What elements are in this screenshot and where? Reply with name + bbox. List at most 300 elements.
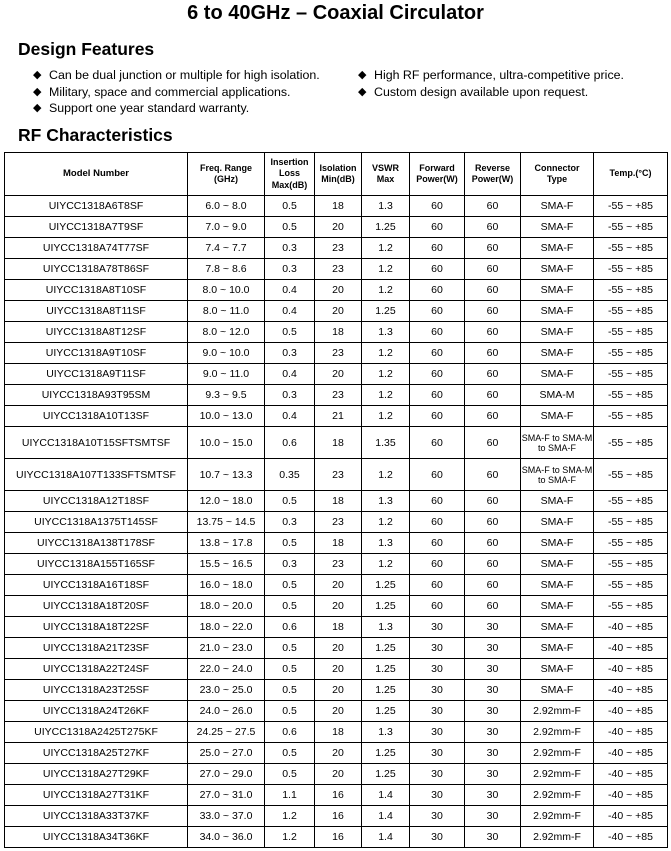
cell-model-number: UIYCC1318A33T37KF bbox=[5, 806, 188, 827]
cell-insertion-loss: 0.5 bbox=[265, 596, 315, 617]
cell-reverse-power: 60 bbox=[465, 259, 521, 280]
cell-vswr: 1.25 bbox=[362, 596, 410, 617]
cell-freq-range: 24.0 ~ 26.0 bbox=[188, 701, 265, 722]
cell-insertion-loss: 0.5 bbox=[265, 743, 315, 764]
cell-temperature: -55 ~ +85 bbox=[594, 491, 668, 512]
cell-reverse-power: 60 bbox=[465, 301, 521, 322]
cell-model-number: UIYCC1318A78T86SF bbox=[5, 259, 188, 280]
cell-connector-type: SMA-F to SMA-M to SMA-F bbox=[521, 459, 594, 491]
cell-isolation: 20 bbox=[315, 701, 362, 722]
cell-freq-range: 27.0 ~ 31.0 bbox=[188, 785, 265, 806]
cell-isolation: 18 bbox=[315, 533, 362, 554]
cell-insertion-loss: 0.4 bbox=[265, 280, 315, 301]
cell-isolation: 23 bbox=[315, 343, 362, 364]
column-header-line: (GHz) bbox=[214, 174, 238, 184]
cell-reverse-power: 30 bbox=[465, 659, 521, 680]
cell-forward-power: 30 bbox=[410, 680, 465, 701]
cell-model-number: UIYCC1318A10T13SF bbox=[5, 406, 188, 427]
cell-temperature: -55 ~ +85 bbox=[594, 575, 668, 596]
cell-connector-type: SMA-F bbox=[521, 322, 594, 343]
cell-vswr: 1.3 bbox=[362, 617, 410, 638]
cell-freq-range: 8.0 ~ 10.0 bbox=[188, 280, 265, 301]
table-row bbox=[5, 764, 668, 785]
cell-freq-range: 10.7 ~ 13.3 bbox=[188, 459, 265, 491]
cell-forward-power: 60 bbox=[410, 512, 465, 533]
table-row bbox=[5, 491, 668, 512]
cell-reverse-power: 30 bbox=[465, 785, 521, 806]
cell-vswr: 1.4 bbox=[362, 827, 410, 848]
cell-connector-type: 2.92mm-F bbox=[521, 827, 594, 848]
cell-isolation: 20 bbox=[315, 217, 362, 238]
column-header-line: Reverse bbox=[474, 162, 511, 173]
cell-vswr: 1.25 bbox=[362, 764, 410, 785]
cell-reverse-power: 60 bbox=[465, 406, 521, 427]
column-header-isolation bbox=[315, 153, 362, 196]
cell-model-number: UIYCC1318A9T11SF bbox=[5, 364, 188, 385]
cell-connector-type: SMA-F bbox=[521, 638, 594, 659]
cell-connector-type: SMA-F bbox=[521, 659, 594, 680]
cell-insertion-loss: 0.4 bbox=[265, 406, 315, 427]
feature-text: Support one year standard warranty. bbox=[49, 101, 250, 115]
cell-model-number: UIYCC1318A8T10SF bbox=[5, 280, 188, 301]
cell-model-number: UIYCC1318A21T23SF bbox=[5, 638, 188, 659]
table-row bbox=[5, 427, 668, 459]
cell-model-number: UIYCC1318A6T8SF bbox=[5, 196, 188, 217]
feature-text: High RF performance, ultra-competitive price. bbox=[374, 68, 624, 82]
cell-freq-range: 10.0 ~ 15.0 bbox=[188, 427, 265, 459]
cell-isolation: 23 bbox=[315, 385, 362, 406]
column-header-line: VSWR bbox=[372, 162, 399, 173]
cell-freq-range: 22.0 ~ 24.0 bbox=[188, 659, 265, 680]
cell-reverse-power: 60 bbox=[465, 575, 521, 596]
features-list-left bbox=[33, 67, 320, 117]
cell-forward-power: 30 bbox=[410, 785, 465, 806]
cell-insertion-loss: 1.2 bbox=[265, 827, 315, 848]
cell-isolation: 18 bbox=[315, 322, 362, 343]
cell-temperature: -55 ~ +85 bbox=[594, 459, 668, 491]
cell-reverse-power: 60 bbox=[465, 512, 521, 533]
cell-connector-type: SMA-F bbox=[521, 280, 594, 301]
cell-forward-power: 60 bbox=[410, 364, 465, 385]
cell-freq-range: 9.3 ~ 9.5 bbox=[188, 385, 265, 406]
cell-model-number: UIYCC1318A2425T275KF bbox=[5, 722, 188, 743]
column-header-line: Power(W) bbox=[471, 174, 514, 184]
table-row bbox=[5, 301, 668, 322]
table-row bbox=[5, 343, 668, 364]
cell-insertion-loss: 0.6 bbox=[265, 617, 315, 638]
cell-forward-power: 30 bbox=[410, 722, 465, 743]
cell-insertion-loss: 0.3 bbox=[265, 554, 315, 575]
table-row bbox=[5, 827, 668, 848]
cell-temperature: -55 ~ +85 bbox=[594, 217, 668, 238]
cell-forward-power: 60 bbox=[410, 575, 465, 596]
feature-text: Military, space and commercial applications. bbox=[49, 84, 291, 99]
feature-item bbox=[33, 67, 320, 84]
cell-connector-type: 2.92mm-F bbox=[521, 764, 594, 785]
cell-vswr: 1.2 bbox=[362, 459, 410, 491]
diamond-bullet-icon: ◆ bbox=[33, 69, 42, 81]
cell-forward-power: 60 bbox=[410, 533, 465, 554]
cell-insertion-loss: 0.6 bbox=[265, 427, 315, 459]
cell-reverse-power: 30 bbox=[465, 722, 521, 743]
cell-reverse-power: 30 bbox=[465, 617, 521, 638]
cell-temperature: -55 ~ +85 bbox=[594, 427, 668, 459]
cell-temperature: -40 ~ +85 bbox=[594, 680, 668, 701]
cell-model-number: UIYCC1318A16T18SF bbox=[5, 575, 188, 596]
cell-isolation: 23 bbox=[315, 512, 362, 533]
column-header-reverse-power bbox=[465, 153, 521, 196]
cell-reverse-power: 60 bbox=[465, 238, 521, 259]
feature-item bbox=[358, 84, 624, 101]
cell-model-number: UIYCC1318A25T27KF bbox=[5, 743, 188, 764]
cell-reverse-power: 60 bbox=[465, 364, 521, 385]
cell-model-number: UIYCC1318A10T15SFTSMTSF bbox=[5, 427, 188, 459]
cell-isolation: 16 bbox=[315, 806, 362, 827]
cell-temperature: -55 ~ +85 bbox=[594, 280, 668, 301]
cell-insertion-loss: 0.6 bbox=[265, 722, 315, 743]
cell-reverse-power: 60 bbox=[465, 385, 521, 406]
cell-connector-type: 2.92mm-F bbox=[521, 785, 594, 806]
column-header-line: Connector bbox=[534, 162, 580, 173]
column-header-line: Freq. Range bbox=[199, 162, 252, 173]
cell-isolation: 18 bbox=[315, 722, 362, 743]
cell-forward-power: 30 bbox=[410, 827, 465, 848]
column-header-model-number bbox=[5, 153, 188, 196]
cell-reverse-power: 30 bbox=[465, 680, 521, 701]
cell-isolation: 18 bbox=[315, 427, 362, 459]
table-row bbox=[5, 659, 668, 680]
rf-characteristics-table bbox=[4, 152, 668, 848]
cell-reverse-power: 30 bbox=[465, 764, 521, 785]
cell-forward-power: 60 bbox=[410, 459, 465, 491]
table-row bbox=[5, 701, 668, 722]
cell-temperature: -55 ~ +85 bbox=[594, 385, 668, 406]
cell-temperature: -40 ~ +85 bbox=[594, 659, 668, 680]
cell-temperature: -55 ~ +85 bbox=[594, 364, 668, 385]
cell-forward-power: 30 bbox=[410, 743, 465, 764]
table-row bbox=[5, 217, 668, 238]
cell-freq-range: 9.0 ~ 11.0 bbox=[188, 364, 265, 385]
cell-isolation: 23 bbox=[315, 238, 362, 259]
cell-vswr: 1.3 bbox=[362, 491, 410, 512]
cell-forward-power: 30 bbox=[410, 617, 465, 638]
cell-forward-power: 60 bbox=[410, 301, 465, 322]
cell-model-number: UIYCC1318A18T22SF bbox=[5, 617, 188, 638]
cell-model-number: UIYCC1318A24T26KF bbox=[5, 701, 188, 722]
cell-forward-power: 30 bbox=[410, 638, 465, 659]
cell-reverse-power: 60 bbox=[465, 596, 521, 617]
cell-insertion-loss: 0.5 bbox=[265, 575, 315, 596]
cell-reverse-power: 30 bbox=[465, 638, 521, 659]
cell-isolation: 18 bbox=[315, 491, 362, 512]
cell-temperature: -40 ~ +85 bbox=[594, 701, 668, 722]
cell-insertion-loss: 0.4 bbox=[265, 301, 315, 322]
cell-vswr: 1.2 bbox=[362, 364, 410, 385]
cell-model-number: UIYCC1318A22T24SF bbox=[5, 659, 188, 680]
cell-connector-type: SMA-F bbox=[521, 617, 594, 638]
cell-vswr: 1.2 bbox=[362, 280, 410, 301]
cell-temperature: -55 ~ +85 bbox=[594, 259, 668, 280]
table-header-row bbox=[5, 153, 668, 196]
table-row bbox=[5, 322, 668, 343]
cell-temperature: -40 ~ +85 bbox=[594, 638, 668, 659]
cell-forward-power: 60 bbox=[410, 280, 465, 301]
cell-insertion-loss: 0.5 bbox=[265, 196, 315, 217]
cell-vswr: 1.25 bbox=[362, 575, 410, 596]
cell-reverse-power: 30 bbox=[465, 827, 521, 848]
cell-vswr: 1.25 bbox=[362, 743, 410, 764]
cell-insertion-loss: 0.5 bbox=[265, 701, 315, 722]
cell-connector-type: 2.92mm-F bbox=[521, 743, 594, 764]
table-row bbox=[5, 385, 668, 406]
cell-model-number: UIYCC1318A7T9SF bbox=[5, 217, 188, 238]
cell-reverse-power: 30 bbox=[465, 743, 521, 764]
cell-forward-power: 30 bbox=[410, 701, 465, 722]
cell-isolation: 20 bbox=[315, 280, 362, 301]
cell-insertion-loss: 0.5 bbox=[265, 217, 315, 238]
table-row bbox=[5, 554, 668, 575]
table-row bbox=[5, 259, 668, 280]
cell-freq-range: 7.0 ~ 9.0 bbox=[188, 217, 265, 238]
cell-vswr: 1.35 bbox=[362, 427, 410, 459]
cell-model-number: UIYCC1318A27T29KF bbox=[5, 764, 188, 785]
cell-vswr: 1.4 bbox=[362, 806, 410, 827]
cell-freq-range: 9.0 ~ 10.0 bbox=[188, 343, 265, 364]
cell-insertion-loss: 0.5 bbox=[265, 638, 315, 659]
cell-connector-type: SMA-F bbox=[521, 343, 594, 364]
cell-vswr: 1.25 bbox=[362, 638, 410, 659]
cell-forward-power: 30 bbox=[410, 764, 465, 785]
column-header-line: Isolation bbox=[319, 162, 357, 173]
cell-vswr: 1.4 bbox=[362, 785, 410, 806]
cell-freq-range: 13.75 ~ 14.5 bbox=[188, 512, 265, 533]
cell-freq-range: 24.25 ~ 27.5 bbox=[188, 722, 265, 743]
cell-insertion-loss: 0.5 bbox=[265, 322, 315, 343]
cell-temperature: -55 ~ +85 bbox=[594, 406, 668, 427]
cell-freq-range: 15.5 ~ 16.5 bbox=[188, 554, 265, 575]
cell-vswr: 1.25 bbox=[362, 680, 410, 701]
cell-forward-power: 60 bbox=[410, 406, 465, 427]
cell-temperature: -55 ~ +85 bbox=[594, 322, 668, 343]
cell-temperature: -40 ~ +85 bbox=[594, 617, 668, 638]
cell-connector-type: SMA-F bbox=[521, 238, 594, 259]
cell-forward-power: 60 bbox=[410, 259, 465, 280]
cell-temperature: -55 ~ +85 bbox=[594, 196, 668, 217]
cell-temperature: -40 ~ +85 bbox=[594, 785, 668, 806]
cell-temperature: -55 ~ +85 bbox=[594, 238, 668, 259]
cell-isolation: 16 bbox=[315, 785, 362, 806]
cell-insertion-loss: 0.35 bbox=[265, 459, 315, 491]
cell-reverse-power: 60 bbox=[465, 343, 521, 364]
cell-forward-power: 60 bbox=[410, 491, 465, 512]
design-features-heading: Design Features bbox=[18, 39, 155, 59]
cell-reverse-power: 60 bbox=[465, 533, 521, 554]
cell-freq-range: 21.0 ~ 23.0 bbox=[188, 638, 265, 659]
cell-isolation: 23 bbox=[315, 554, 362, 575]
cell-connector-type: SMA-F bbox=[521, 491, 594, 512]
cell-connector-type: SMA-F bbox=[521, 364, 594, 385]
rf-characteristics-heading: RF Characteristics bbox=[18, 125, 173, 145]
cell-isolation: 23 bbox=[315, 459, 362, 491]
cell-insertion-loss: 0.5 bbox=[265, 764, 315, 785]
cell-connector-type: SMA-F to SMA-M to SMA-F bbox=[521, 427, 594, 459]
cell-reverse-power: 60 bbox=[465, 459, 521, 491]
cell-isolation: 18 bbox=[315, 617, 362, 638]
cell-freq-range: 23.0 ~ 25.0 bbox=[188, 680, 265, 701]
feature-item bbox=[33, 84, 320, 101]
cell-connector-type: 2.92mm-F bbox=[521, 701, 594, 722]
column-header-freq-range bbox=[188, 153, 265, 196]
table-row bbox=[5, 680, 668, 701]
table-row bbox=[5, 459, 668, 491]
cell-isolation: 16 bbox=[315, 827, 362, 848]
column-header-line: Insertion bbox=[270, 156, 309, 167]
cell-model-number: UIYCC1318A107T133SFTSMTSF bbox=[5, 459, 188, 491]
cell-connector-type: 2.92mm-F bbox=[521, 722, 594, 743]
column-header-connector-type bbox=[521, 153, 594, 196]
cell-isolation: 20 bbox=[315, 638, 362, 659]
cell-insertion-loss: 0.5 bbox=[265, 659, 315, 680]
cell-freq-range: 8.0 ~ 12.0 bbox=[188, 322, 265, 343]
cell-vswr: 1.2 bbox=[362, 259, 410, 280]
cell-insertion-loss: 0.3 bbox=[265, 385, 315, 406]
cell-reverse-power: 60 bbox=[465, 280, 521, 301]
cell-vswr: 1.2 bbox=[362, 385, 410, 406]
cell-isolation: 20 bbox=[315, 364, 362, 385]
table-row bbox=[5, 575, 668, 596]
column-header-line: Power(W) bbox=[416, 174, 458, 184]
cell-temperature: -40 ~ +85 bbox=[594, 764, 668, 785]
cell-vswr: 1.2 bbox=[362, 343, 410, 364]
cell-insertion-loss: 1.1 bbox=[265, 785, 315, 806]
cell-vswr: 1.2 bbox=[362, 238, 410, 259]
cell-connector-type: SMA-F bbox=[521, 533, 594, 554]
table-row bbox=[5, 280, 668, 301]
cell-freq-range: 7.8 ~ 8.6 bbox=[188, 259, 265, 280]
cell-model-number: UIYCC1318A18T20SF bbox=[5, 596, 188, 617]
cell-model-number: UIYCC1318A155T165SF bbox=[5, 554, 188, 575]
cell-vswr: 1.25 bbox=[362, 701, 410, 722]
cell-freq-range: 12.0 ~ 18.0 bbox=[188, 491, 265, 512]
cell-temperature: -55 ~ +85 bbox=[594, 533, 668, 554]
cell-connector-type: SMA-F bbox=[521, 512, 594, 533]
cell-freq-range: 34.0 ~ 36.0 bbox=[188, 827, 265, 848]
table-row bbox=[5, 617, 668, 638]
cell-temperature: -40 ~ +85 bbox=[594, 722, 668, 743]
cell-isolation: 20 bbox=[315, 575, 362, 596]
cell-isolation: 20 bbox=[315, 301, 362, 322]
column-header-line: Forward bbox=[419, 162, 455, 173]
cell-model-number: UIYCC1318A23T25SF bbox=[5, 680, 188, 701]
cell-isolation: 20 bbox=[315, 659, 362, 680]
column-header-line: Model Number bbox=[63, 168, 129, 180]
cell-model-number: UIYCC1318A8T12SF bbox=[5, 322, 188, 343]
cell-model-number: UIYCC1318A27T31KF bbox=[5, 785, 188, 806]
cell-model-number: UIYCC1318A93T95SM bbox=[5, 385, 188, 406]
table-row bbox=[5, 238, 668, 259]
cell-connector-type: SMA-M bbox=[521, 385, 594, 406]
column-header-forward-power bbox=[410, 153, 465, 196]
feature-item bbox=[358, 67, 624, 84]
cell-reverse-power: 60 bbox=[465, 427, 521, 459]
cell-temperature: -55 ~ +85 bbox=[594, 512, 668, 533]
column-header-temperature bbox=[594, 153, 668, 196]
cell-reverse-power: 60 bbox=[465, 217, 521, 238]
cell-isolation: 18 bbox=[315, 196, 362, 217]
cell-forward-power: 30 bbox=[410, 659, 465, 680]
cell-model-number: UIYCC1318A34T36KF bbox=[5, 827, 188, 848]
cell-temperature: -55 ~ +85 bbox=[594, 301, 668, 322]
cell-reverse-power: 60 bbox=[465, 322, 521, 343]
cell-isolation: 23 bbox=[315, 259, 362, 280]
cell-temperature: -55 ~ +85 bbox=[594, 554, 668, 575]
cell-vswr: 1.25 bbox=[362, 217, 410, 238]
diamond-bullet-icon: ◆ bbox=[358, 85, 367, 98]
cell-insertion-loss: 1.2 bbox=[265, 806, 315, 827]
cell-vswr: 1.2 bbox=[362, 554, 410, 575]
cell-connector-type: SMA-F bbox=[521, 259, 594, 280]
cell-freq-range: 16.0 ~ 18.0 bbox=[188, 575, 265, 596]
column-header-line: Max bbox=[376, 174, 395, 184]
cell-freq-range: 10.0 ~ 13.0 bbox=[188, 406, 265, 427]
cell-model-number: UIYCC1318A8T11SF bbox=[5, 301, 188, 322]
table-row bbox=[5, 406, 668, 427]
cell-isolation: 20 bbox=[315, 743, 362, 764]
cell-reverse-power: 60 bbox=[465, 554, 521, 575]
cell-temperature: -55 ~ +85 bbox=[594, 343, 668, 364]
cell-model-number: UIYCC1318A9T10SF bbox=[5, 343, 188, 364]
cell-connector-type: 2.92mm-F bbox=[521, 806, 594, 827]
cell-insertion-loss: 0.3 bbox=[265, 259, 315, 280]
cell-forward-power: 60 bbox=[410, 196, 465, 217]
cell-insertion-loss: 0.4 bbox=[265, 364, 315, 385]
column-header-line: Temp.(°C) bbox=[609, 168, 652, 179]
cell-temperature: -40 ~ +85 bbox=[594, 827, 668, 848]
feature-text: Can be dual junction or multiple for high isolation. bbox=[49, 68, 320, 82]
table-row bbox=[5, 512, 668, 533]
cell-vswr: 1.3 bbox=[362, 533, 410, 554]
cell-vswr: 1.2 bbox=[362, 512, 410, 533]
column-header-line: Min(dB) bbox=[321, 174, 355, 184]
cell-freq-range: 18.0 ~ 22.0 bbox=[188, 617, 265, 638]
diamond-bullet-icon: ◆ bbox=[358, 69, 367, 81]
column-header-line: Type bbox=[546, 174, 568, 184]
cell-freq-range: 33.0 ~ 37.0 bbox=[188, 806, 265, 827]
cell-freq-range: 13.8 ~ 17.8 bbox=[188, 533, 265, 554]
cell-reverse-power: 30 bbox=[465, 806, 521, 827]
cell-insertion-loss: 0.5 bbox=[265, 491, 315, 512]
cell-vswr: 1.3 bbox=[362, 322, 410, 343]
page-title: 6 to 40GHz – Coaxial Circulator bbox=[187, 2, 484, 24]
cell-vswr: 1.3 bbox=[362, 722, 410, 743]
table-row bbox=[5, 785, 668, 806]
cell-model-number: UIYCC1318A12T18SF bbox=[5, 491, 188, 512]
cell-forward-power: 60 bbox=[410, 427, 465, 459]
column-header-line: Max(dB) bbox=[271, 179, 308, 190]
cell-forward-power: 60 bbox=[410, 596, 465, 617]
table-row bbox=[5, 806, 668, 827]
cell-forward-power: 60 bbox=[410, 322, 465, 343]
cell-freq-range: 18.0 ~ 20.0 bbox=[188, 596, 265, 617]
cell-forward-power: 60 bbox=[410, 217, 465, 238]
cell-reverse-power: 60 bbox=[465, 196, 521, 217]
table-row bbox=[5, 638, 668, 659]
column-header-vswr bbox=[362, 153, 410, 196]
cell-temperature: -40 ~ +85 bbox=[594, 806, 668, 827]
cell-forward-power: 60 bbox=[410, 554, 465, 575]
cell-isolation: 21 bbox=[315, 406, 362, 427]
cell-model-number: UIYCC1318A1375T145SF bbox=[5, 512, 188, 533]
